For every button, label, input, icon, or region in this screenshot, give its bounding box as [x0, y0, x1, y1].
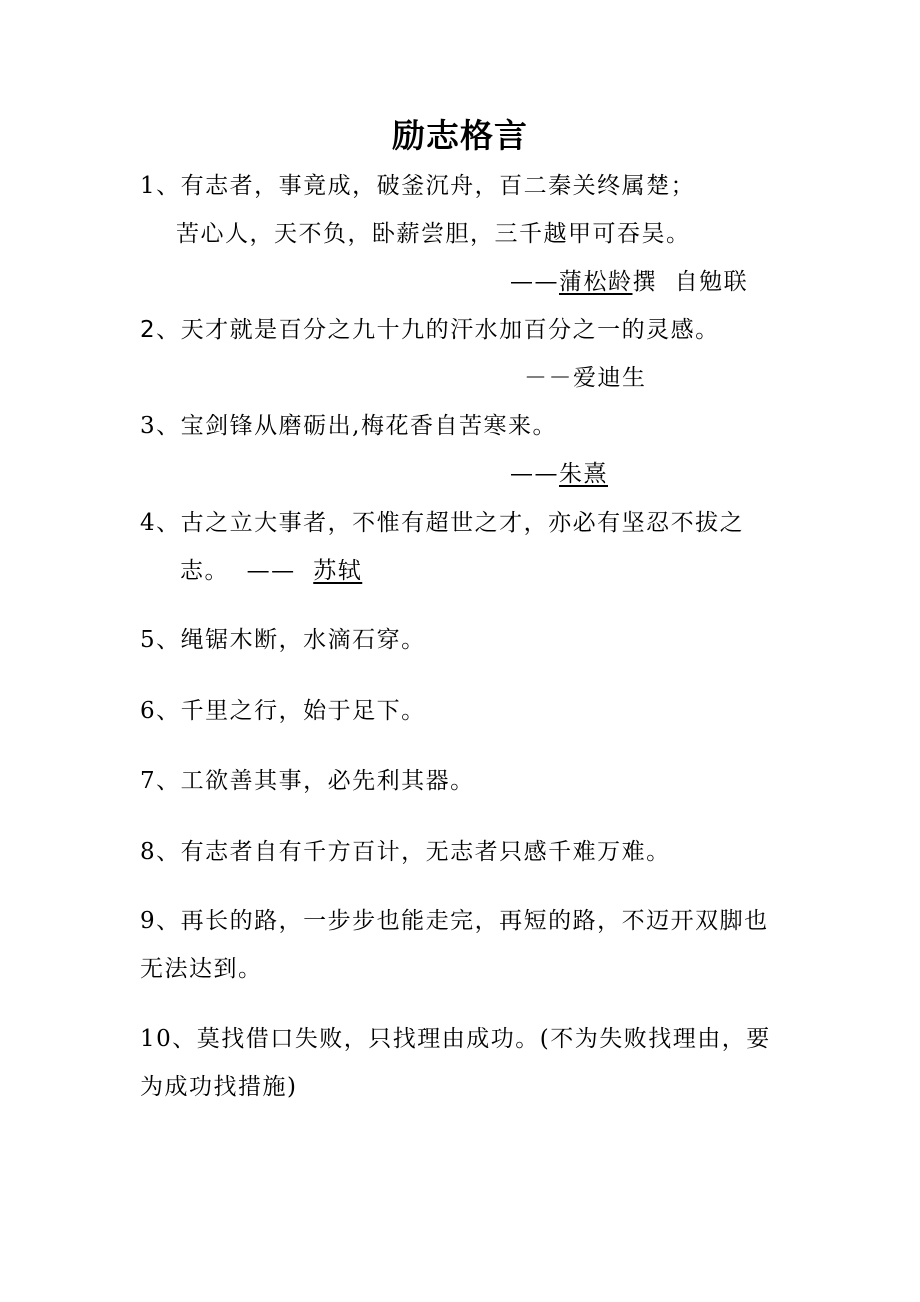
- quote-8-line: 8、有志者自有千方百计，无志者只感千难万难。: [140, 839, 671, 865]
- quote-3-author: 朱熹: [559, 461, 608, 487]
- quote-7-line: 7、工欲善其事，必先利其器。: [140, 768, 475, 794]
- quote-9-line-1: 9、再长的路，一步步也能走完，再短的路，不迈开双脚也: [140, 908, 769, 934]
- quote-2-text: 天才就是百分之九十九的汗水加百分之一的灵感。: [180, 317, 720, 343]
- quote-4-author: 苏轼: [313, 558, 363, 584]
- quote-3-text: 宝剑锋从磨砺出,梅花香自苦寒来。: [180, 413, 557, 439]
- quote-4-line-2: [180, 555, 362, 587]
- quote-10-line-1: 10、莫找借口失败，只找理由成功。(不为失败找理由，要: [140, 1026, 771, 1052]
- quote-4-text-2: 志。 ——: [180, 558, 314, 584]
- quote-1-attribution: [510, 266, 748, 298]
- quote-3-attribution-dash: ——: [510, 461, 559, 487]
- quote-1-number: 1、: [140, 173, 181, 199]
- quote-2-attribution: －－爱迪生: [524, 365, 647, 391]
- quote-1-attribution-dash: ——: [510, 269, 559, 295]
- quote-4-number: 4、: [140, 510, 181, 536]
- quote-1-author: 蒲松龄: [559, 269, 633, 295]
- quote-3-attribution: [510, 458, 608, 490]
- quote-10-line-2: 为成功找措施): [140, 1074, 298, 1100]
- quote-2-separator: 、: [156, 317, 181, 343]
- quote-9-line-2: 无法达到。: [140, 956, 263, 982]
- quote-4-line-1: [140, 507, 744, 539]
- quote-2-number: 2: [140, 317, 157, 343]
- quote-4-text-1: 古之立大事者，不惟有超世之才，亦必有坚忍不拔之: [180, 510, 745, 536]
- page-title: 励志格言: [392, 116, 528, 155]
- quote-3-number: 3、: [140, 413, 181, 439]
- quote-1-line-2: 苦心人，天不负，卧薪尝胆，三千越甲可吞吴。: [176, 221, 691, 247]
- quote-3-line: [140, 410, 557, 442]
- quote-5-line: 5、绳锯木断，水滴石穿。: [140, 627, 426, 653]
- quote-2-line: [140, 314, 720, 346]
- quote-6-line: 6、千里之行，始于足下。: [140, 698, 426, 724]
- quote-1-line-1: [140, 170, 695, 202]
- quote-1-attribution-rest: 撰 自勉联: [632, 269, 749, 295]
- quote-1-text-1: 有志者，事竟成，破釜沉舟，百二秦关终属楚；: [180, 173, 696, 199]
